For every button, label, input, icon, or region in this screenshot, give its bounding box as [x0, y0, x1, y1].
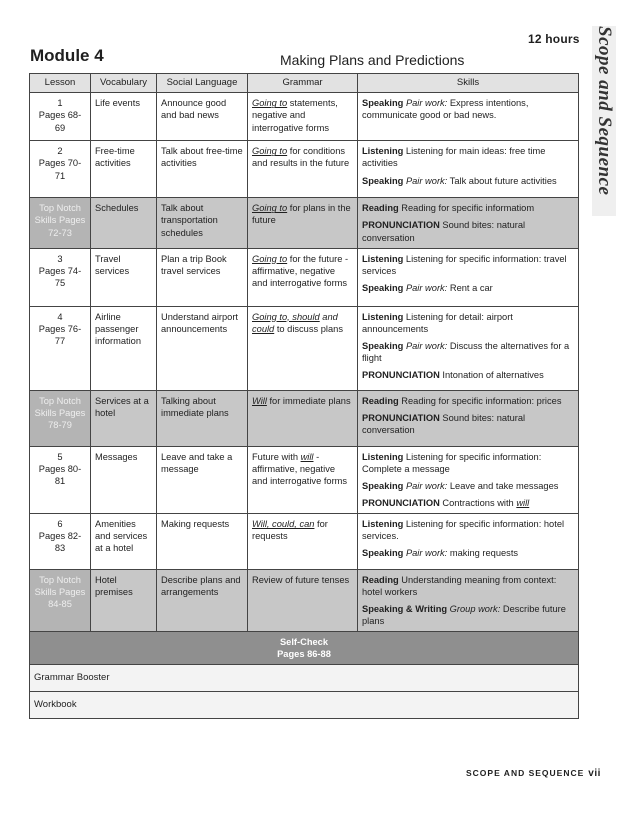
table-header-row — [30, 74, 579, 93]
grammar-booster-row — [30, 665, 579, 692]
header-social-language: Social Language — [157, 74, 248, 93]
skill-entry — [362, 311, 574, 335]
lesson-pages: Pages 76-77 — [38, 323, 82, 346]
skill-label: Speaking & Writing — [362, 604, 448, 615]
skills-cell — [358, 390, 579, 446]
social-language-text: Plan a trip Book travel services — [161, 253, 227, 276]
skill-entry — [362, 603, 574, 627]
skill-text: Listening for specific information: Complete a message — [362, 451, 542, 474]
skill-entry — [362, 497, 574, 509]
grammar-keyword: will — [300, 451, 314, 462]
skill-entry — [362, 451, 574, 475]
skill-label: Listening — [362, 518, 404, 529]
header-vocabulary: Vocabulary — [91, 74, 157, 93]
grammar-cell — [248, 390, 358, 446]
grammar-cell — [248, 306, 358, 390]
social-language-cell — [157, 446, 248, 513]
skill-text: Express intentions, communicate good or bad news. — [362, 98, 529, 121]
skills-cell — [358, 306, 579, 390]
skill-label: Speaking — [362, 548, 404, 559]
skill-entry — [362, 518, 574, 542]
hours-label: 12 hours — [528, 32, 580, 46]
social-language-text: Describe plans and arrangements — [161, 574, 241, 597]
grammar-keyword: Going to — [252, 146, 288, 157]
grammar-cell — [248, 248, 358, 306]
skill-label: Speaking — [362, 480, 404, 491]
grammar-cell — [248, 141, 358, 198]
skills-cell — [358, 569, 579, 631]
grammar-text: for conditions and results in the future — [252, 146, 350, 169]
grammar-text: Review of future tenses — [252, 574, 350, 585]
grammar-text: and — [319, 311, 338, 322]
side-tab — [592, 26, 616, 216]
lesson-pages: Pages 70-71 — [38, 158, 82, 181]
top-notch-cell — [30, 198, 91, 248]
skill-label: Speaking — [362, 175, 404, 186]
vocabulary-text: Schedules — [95, 203, 139, 214]
skill-label: Reading — [362, 395, 399, 406]
skills-cell — [358, 141, 579, 198]
module-title: Module 4 — [30, 46, 104, 65]
vocabulary-text: Life events — [95, 98, 140, 109]
skill-text: Intonation of alternatives — [442, 369, 544, 380]
top-notch-row — [30, 569, 579, 631]
lesson-pages: Pages 68-69 — [38, 110, 82, 133]
workbook-row — [30, 692, 579, 719]
skill-text: Discuss the alternatives for a flight — [362, 340, 570, 363]
skill-label: PRONUNCIATION — [362, 412, 440, 423]
skill-label: Listening — [362, 146, 404, 157]
social-language-cell — [157, 93, 248, 141]
skill-entry — [362, 282, 574, 294]
lesson-cell — [30, 513, 91, 569]
skill-label: Speaking — [362, 282, 404, 293]
skill-entry — [362, 175, 574, 187]
skill-label: Reading — [362, 203, 399, 214]
top-notch-label: Top Notch Skills Pages 72-73 — [34, 203, 86, 238]
self-check-row — [30, 632, 579, 665]
skill-entry — [362, 412, 574, 436]
lesson-cell — [30, 306, 91, 390]
social-language-cell — [157, 248, 248, 306]
skill-entry — [362, 97, 574, 121]
top-notch-cell — [30, 390, 91, 446]
page-footer — [466, 768, 601, 779]
vocabulary-text: Services at a hotel — [95, 395, 149, 418]
lesson-row — [30, 306, 579, 390]
lesson-number: 4 — [57, 311, 63, 322]
vocabulary-text: Free-time activities — [95, 146, 135, 169]
lesson-number: 5 — [57, 451, 63, 462]
grammar-cell — [248, 446, 358, 513]
vocabulary-cell — [91, 513, 157, 569]
workbook-cell: Workbook — [30, 692, 579, 719]
self-check-title: Self-Check — [279, 637, 329, 648]
skill-label: Listening — [362, 253, 404, 264]
lesson-number: 3 — [57, 253, 63, 264]
skill-text: Sound bites: natural conversation — [362, 220, 526, 243]
lesson-pages: Pages 74-75 — [38, 265, 82, 288]
skill-text: Listening for specific information: travel services — [362, 253, 567, 276]
skill-text: Pair work: — [405, 480, 448, 491]
social-language-cell — [157, 513, 248, 569]
grammar-keyword: Will, could, can — [252, 518, 315, 529]
skill-label: Speaking — [362, 98, 404, 109]
skill-text: Pair work: — [405, 340, 448, 351]
skill-entry — [362, 369, 574, 381]
vocabulary-cell — [91, 446, 157, 513]
skill-entry — [362, 574, 574, 598]
header-lesson: Lesson — [30, 74, 91, 93]
social-language-text: Talking about immediate plans — [161, 395, 229, 418]
vocabulary-text: Amenities and services at a hotel — [95, 518, 148, 554]
skill-text: Listening for detail: airport announcements — [362, 311, 513, 334]
skills-cell — [358, 93, 579, 141]
lesson-pages: Pages 82-83 — [38, 530, 82, 554]
grammar-keyword: Going to — [252, 253, 288, 264]
lesson-cell — [30, 141, 91, 198]
skills-cell — [358, 446, 579, 513]
skill-entry — [362, 395, 574, 407]
skill-text: will — [516, 497, 530, 508]
module-subtitle: Making Plans and Predictions — [280, 52, 465, 68]
social-language-text: Leave and take a message — [161, 451, 233, 474]
skill-text: Rent a car — [447, 282, 493, 293]
social-language-text: Understand airport announcements — [161, 311, 238, 334]
vocabulary-text: Hotel premises — [95, 574, 133, 597]
social-language-text: Talk about free-time activities — [161, 146, 243, 169]
grammar-text: to discuss plans — [274, 323, 343, 334]
skill-text: Reading for specific information: prices — [401, 395, 562, 406]
grammar-cell — [248, 93, 358, 141]
lesson-row — [30, 93, 579, 141]
skill-entry — [362, 145, 574, 169]
skills-cell — [358, 248, 579, 306]
grammar-text: Future with — [252, 451, 301, 462]
vocabulary-text: Messages — [95, 451, 138, 462]
vocabulary-cell — [91, 141, 157, 198]
skill-text: Leave and take messages — [447, 480, 559, 491]
skills-cell — [358, 198, 579, 248]
vocabulary-text: Airline passenger information — [95, 311, 141, 346]
grammar-keyword: Going to, should — [252, 311, 320, 322]
lesson-number: 1 — [57, 98, 63, 109]
skill-text: Talk about future activities — [447, 175, 557, 186]
skill-text: Reading for specific informatiom — [401, 203, 535, 214]
vocabulary-cell — [91, 569, 157, 631]
grammar-text: - affirmative, negative and interrogative forms — [252, 451, 348, 486]
lesson-row — [30, 141, 579, 198]
skill-label: Reading — [362, 574, 399, 585]
skill-label: Listening — [362, 311, 404, 322]
side-tab-label: Scope and Sequence — [594, 26, 615, 196]
skill-text: Pair work: — [405, 548, 448, 559]
grammar-cell — [248, 569, 358, 631]
skill-entry — [362, 547, 574, 559]
grammar-booster-cell: Grammar Booster — [30, 665, 579, 692]
footer-label: SCOPE AND SEQUENCE — [466, 768, 585, 778]
skill-label: Listening — [362, 451, 404, 462]
grammar-text: for immediate plans — [266, 395, 351, 406]
social-language-cell — [157, 141, 248, 198]
skill-entry — [362, 340, 574, 364]
grammar-text: for plans in the future — [252, 203, 351, 226]
lesson-row — [30, 446, 579, 513]
lesson-number: 6 — [57, 518, 63, 529]
grammar-text: for requests — [252, 518, 328, 541]
skill-text: Understanding meaning from context: hotel workers — [362, 574, 557, 597]
skill-text: Listening for main ideas: free time activities — [362, 146, 546, 169]
top-notch-cell — [30, 569, 91, 631]
skill-entry — [362, 480, 574, 492]
vocabulary-cell — [91, 306, 157, 390]
lesson-cell — [30, 93, 91, 141]
lesson-row — [30, 248, 579, 306]
top-notch-label: Top Notch Skills Pages 84-85 — [34, 574, 86, 610]
skill-text: Contractions with — [442, 497, 517, 508]
skill-text: Pair work: — [405, 175, 448, 186]
lesson-cell — [30, 248, 91, 306]
skill-entry — [362, 202, 574, 214]
skill-text: Listening for specific information: hotel services. — [362, 518, 565, 541]
skill-text: making requests — [447, 548, 519, 559]
skill-text: Pair work: — [405, 98, 448, 109]
lesson-cell — [30, 446, 91, 513]
skills-cell — [358, 513, 579, 569]
social-language-cell — [157, 390, 248, 446]
self-check-cell — [30, 632, 579, 665]
grammar-cell — [248, 513, 358, 569]
grammar-keyword: Going to — [252, 203, 288, 214]
lesson-number: 2 — [57, 146, 63, 157]
skill-label: PRONUNCIATION — [362, 497, 440, 508]
social-language-text: Announce good and bad news — [161, 98, 227, 121]
social-language-text: Making requests — [161, 518, 230, 529]
skill-text: Pair work: — [405, 282, 448, 293]
vocabulary-cell — [91, 390, 157, 446]
scope-table — [29, 73, 579, 719]
social-language-cell — [157, 569, 248, 631]
skill-text: Sound bites: natural conversation — [362, 412, 526, 435]
skill-label: PRONUNCIATION — [362, 369, 440, 380]
vocabulary-cell — [91, 198, 157, 248]
page-number: vii — [588, 768, 601, 779]
grammar-keyword: could — [252, 323, 275, 334]
grammar-cell — [248, 198, 358, 248]
vocabulary-text: Travel services — [95, 253, 130, 276]
self-check-pages: Pages 86-88 — [277, 649, 331, 660]
vocabulary-cell — [91, 93, 157, 141]
grammar-text: statements, negative and interrogative forms — [252, 98, 338, 133]
skill-entry — [362, 219, 574, 243]
grammar-text: for the future - affirmative, negative and interrogative forms — [252, 253, 349, 288]
grammar-keyword: Going to — [252, 98, 288, 109]
header-grammar: Grammar — [248, 74, 358, 93]
top-notch-label: Top Notch Skills Pages 78-79 — [34, 395, 86, 430]
top-notch-row — [30, 198, 579, 248]
skill-text: Describe future plans — [362, 604, 566, 627]
social-language-cell — [157, 198, 248, 248]
social-language-text: Talk about transportation schedules — [161, 203, 218, 238]
grammar-keyword: Will — [252, 395, 267, 406]
lesson-row — [30, 513, 579, 569]
top-notch-row — [30, 390, 579, 446]
lesson-pages: Pages 80-81 — [38, 463, 82, 486]
social-language-cell — [157, 306, 248, 390]
skill-entry — [362, 253, 574, 277]
skill-label: Speaking — [362, 340, 404, 351]
skill-label: PRONUNCIATION — [362, 220, 440, 231]
skill-text: Group work: — [449, 604, 501, 615]
header-skills: Skills — [358, 74, 579, 93]
vocabulary-cell — [91, 248, 157, 306]
